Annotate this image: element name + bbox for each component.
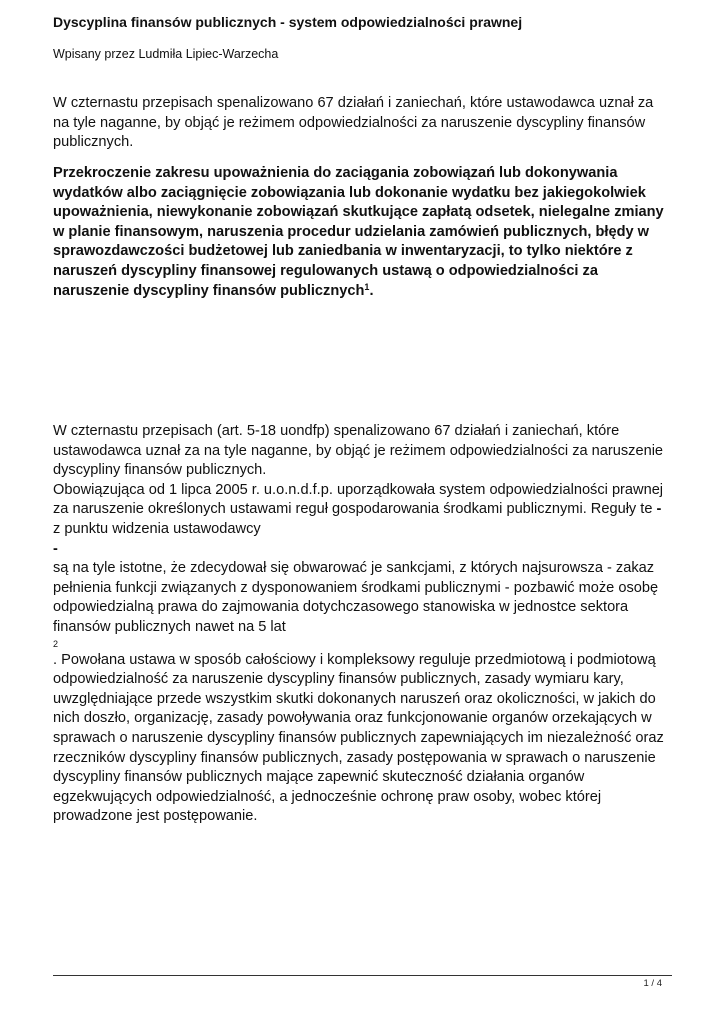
author-line: Wpisany przez Ludmiła Lipiec-Warzecha [53,47,279,61]
main-paragraph-4: . Powołana ustawa w sposób całościowy i kompleksowy reguluje przedmiotową i podmiotową odpowiedzialność za naruszenie dyscypliny finansów publicznych, zasady wymiaru kary, uwzględniające przede wszystkim skutki dokonanych naruszeń oraz okoliczności, w jakich do nich doszło, organizację, zasady powoływania oraz funkcjonowanie organów orzekających w sprawach o naruszenie dyscypliny finansów publicznych zapewniających im niezależność oraz rzeczników dyscypliny finansów publicznych, zasady postępowania w sprawach o naruszenie dyscypliny finansów publicznych mające zapewnić skuteczność działania organów egzekwujących odpowiedzialność, a jednocześnie ochronę praw osoby, wobec której prowadzone jest postępowanie. [53,651,664,825]
main-paragraph-2-cont: z punktu widzenia ustawodawcy [53,520,261,537]
footer-divider [53,975,672,976]
main-paragraph-2-start: Obowiązująca od 1 lipca 2005 r. u.o.n.d.f.p. uporządkowała system odpowiedzialności prawnej za naruszenie określonych ustawami reguł gospodarowania środkami publicznymi. Reguły te [53,481,664,518]
main-paragraph-2 [53,481,673,540]
intro-paragraph: W czternastu przepisach spenalizowano 67 działań i zaniechań, które ustawodawca uznał za na tyle naganne, by objąć je reżimem odpowiedzialności za naruszenie dyscypliny finansów publicznych. [53,95,654,151]
dash-a: - [656,501,662,518]
footnote-marker-2: 2 [53,638,59,649]
dash-b: - [53,540,58,557]
main-paragraph-3: są na tyle istotne, że zdecydował się obwarować je sankcjami, z których najsurowsza - zakaz pełnienia funkcji związanych z dysponowaniem środkami publicznymi - pozbawić może osobę odpowiedzialną prawa do zajmowania dotychczasowego stanowiska w jednostce sektora finansów publicznych nawet na 5 lat [53,560,659,635]
lead-paragraph [53,164,673,301]
lead-text: Przekroczenie zakresu upoważnienia do zaciągania zobowiązań lub dokonywania wydatków albo zaciągnięcie zobowiązania lub dokonanie wydatku bez jakiegokolwiek upoważnienia, niewykonanie zobowiązań skutkujące zapłatą odsetek, nielegalne zmiany w planie finansowym, naruszenia procedur udzielania zamówień publicznych, błędy w sprawozdawczości budżetowej lub zaniedbania w inwentaryzacji, to tylko niektóre z naruszeń dyscypliny finansowej regulowanych ustawą o odpowiedzialności za naruszenie dyscypliny finansów publicznych [53,165,664,299]
document-title: Dyscyplina finansów publicznych - system odpowiedzialności prawnej [53,14,523,30]
footnote-ref-1: 1 [364,281,370,292]
page-number: 1 / 4 [643,978,662,989]
main-paragraph-1: W czternastu przepisach (art. 5-18 uondfp) spenalizowano 67 działań i zaniechań, które ustawodawca uznał za na tyle naganne, by objąć je reżimem odpowiedzialności za naruszenie dyscypliny finansów publicznych. [53,423,664,479]
lead-end-punct: . [369,282,374,299]
main-text [53,422,673,827]
